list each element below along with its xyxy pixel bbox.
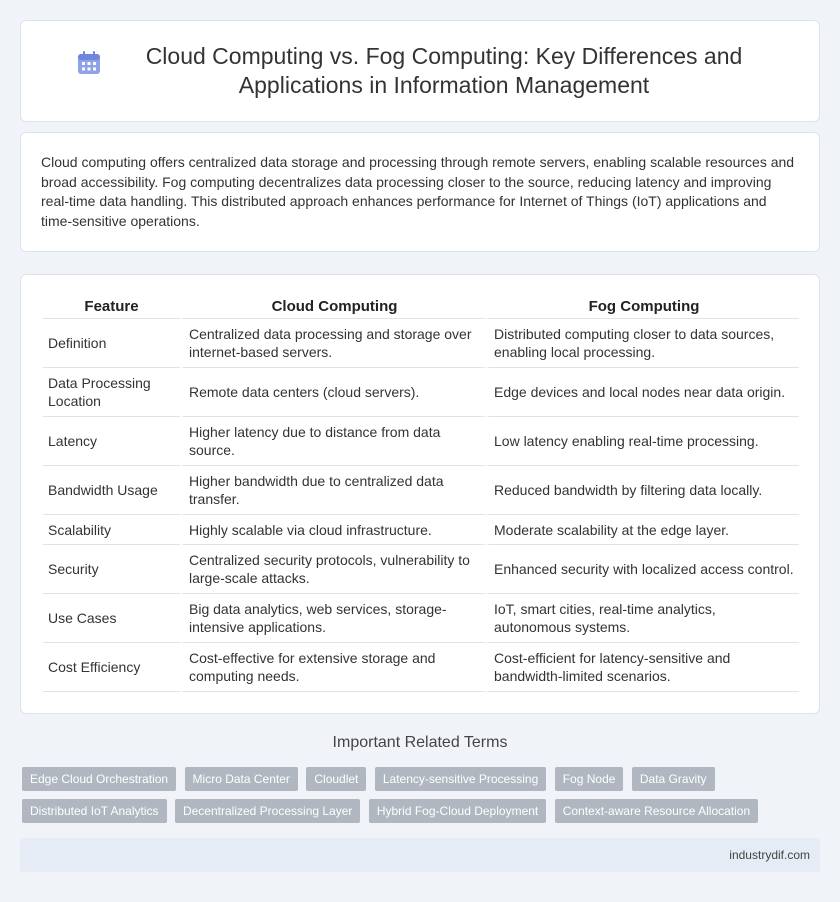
fog-cell: Cost-efficient for latency-sensitive and bandwidth-limited scenarios.: [485, 643, 799, 692]
table-row: [43, 319, 799, 368]
related-terms-title: Important Related Terms: [332, 734, 508, 751]
related-term-tag[interactable]: Context-aware Resource Allocation: [555, 799, 758, 823]
cloud-cell: Centralized security protocols, vulnerability to large-scale attacks.: [180, 545, 485, 594]
related-term-tag[interactable]: Fog Node: [555, 767, 624, 791]
cloud-cell: Highly scalable via cloud infrastructure.: [180, 515, 485, 545]
table-row: [43, 417, 799, 466]
related-term-tag[interactable]: Cloudlet: [306, 767, 366, 791]
feature-cell: Scalability: [43, 515, 180, 545]
cloud-cell: Higher latency due to distance from data source.: [180, 417, 485, 466]
fog-cell: IoT, smart cities, real-time analytics, autonomous systems.: [485, 594, 799, 643]
title-card: [20, 20, 820, 122]
table-row: [43, 594, 799, 643]
header-cloud: Cloud Computing: [180, 297, 485, 319]
fog-cell: Distributed computing closer to data sources, enabling local processing.: [485, 319, 799, 368]
related-term-tag[interactable]: Edge Cloud Orchestration: [22, 767, 176, 791]
fog-cell: Low latency enabling real-time processing.: [485, 417, 799, 466]
related-term-tag[interactable]: Micro Data Center: [185, 767, 298, 791]
header-feature: Feature: [43, 297, 180, 319]
table-row: [43, 368, 799, 417]
table-header-row: [43, 297, 799, 319]
feature-cell: Use Cases: [43, 594, 180, 643]
table-row: [43, 515, 799, 545]
table-row: [43, 466, 799, 515]
intro-card: [20, 132, 820, 252]
cloud-cell: Big data analytics, web services, storage-intensive applications.: [180, 594, 485, 643]
related-term-tag[interactable]: Distributed IoT Analytics: [22, 799, 167, 823]
header-fog: Fog Computing: [485, 297, 799, 319]
page-title: Cloud Computing vs. Fog Computing: Key Differences and Applications in Information Management: [145, 43, 743, 98]
comparison-table: [43, 297, 799, 692]
comparison-card: [20, 274, 820, 714]
table-row: [43, 643, 799, 692]
cloud-cell: Higher bandwidth due to centralized data transfer.: [180, 466, 485, 515]
feature-cell: Cost Efficiency: [43, 643, 180, 692]
related-term-tag[interactable]: Hybrid Fog-Cloud Deployment: [369, 799, 546, 823]
related-term-tag[interactable]: Decentralized Processing Layer: [175, 799, 360, 823]
intro-paragraph: Cloud computing offers centralized data storage and processing through remote servers, enabling scalable resources and broad accessibility. Fog computing decentralizes data processing closer to the source, reducing latency and improving real-time data handling. This distributed approach enhances performance for Internet of Things (IoT) applications and time-sensitive operations.: [41, 154, 795, 229]
fog-cell: Enhanced security with localized access control.: [485, 545, 799, 594]
footer: [20, 838, 820, 872]
fog-cell: Reduced bandwidth by filtering data locally.: [485, 466, 799, 515]
feature-cell: Bandwidth Usage: [43, 466, 180, 515]
related-term-tag[interactable]: Data Gravity: [632, 767, 715, 791]
fog-cell: Moderate scalability at the edge layer.: [485, 515, 799, 545]
calendar-grid-icon: [76, 50, 102, 76]
cloud-cell: Centralized data processing and storage over internet-based servers.: [180, 319, 485, 368]
feature-cell: Latency: [43, 417, 180, 466]
cloud-cell: Cost-effective for extensive storage and computing needs.: [180, 643, 485, 692]
table-row: [43, 545, 799, 594]
feature-cell: Data Processing Location: [43, 368, 180, 417]
cloud-cell: Remote data centers (cloud servers).: [180, 368, 485, 417]
feature-cell: Security: [43, 545, 180, 594]
related-term-tag[interactable]: Latency-sensitive Processing: [375, 767, 546, 791]
fog-cell: Edge devices and local nodes near data origin.: [485, 368, 799, 417]
related-terms-list: [22, 767, 822, 831]
footer-site[interactable]: industrydif.com: [729, 848, 810, 862]
feature-cell: Definition: [43, 319, 180, 368]
